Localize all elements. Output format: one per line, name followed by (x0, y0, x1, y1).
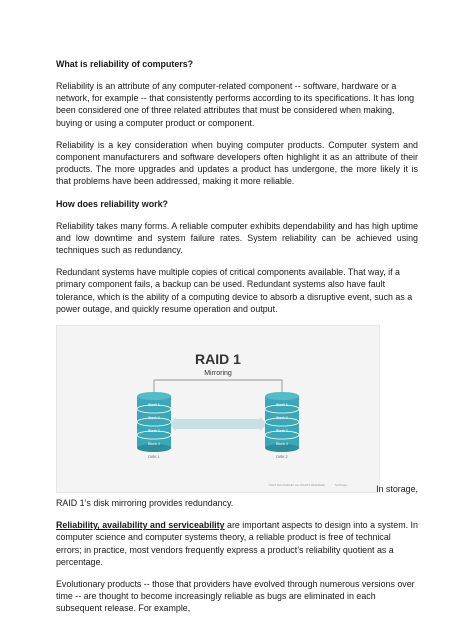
figure-credit: ©2023 TECHTARGET. ALL RIGHTS RESERVED (268, 484, 325, 488)
paragraph-text: are important aspects to design into a system. In computer science and computer systems theory, a reliable product is free of technical errors; in practice, most vendors frequently express a product’s reliability quotient as a percentage. (56, 520, 418, 567)
paragraph (56, 519, 418, 568)
disk-1-stack (137, 392, 171, 459)
disk1-block-2: Block 2 (148, 416, 160, 421)
mirror-arrow (175, 419, 261, 429)
disk1-block-4: Block 4 (148, 442, 160, 447)
disk2-block-4: Block 4 (276, 442, 288, 447)
disk1-block-1: Block 1 (148, 403, 160, 408)
heading-reliability-of-computers: What is reliability of computers? (56, 59, 194, 69)
figure-subtitle: Mirroring (204, 370, 232, 378)
connector-line (154, 380, 282, 394)
inline-text-after-figure: In storage, (376, 483, 418, 494)
figure-caption: RAID 1’s disk mirroring provides redundancy. (56, 498, 234, 509)
disk1-block-3: Block 3 (148, 429, 160, 434)
paragraph: Reliability takes many forms. A reliable computer exhibits dependability and has high uptime and low downtime and system failure rates. System reliability can be achieved using techniques such as redundancy. (56, 220, 418, 256)
heading-how-reliability-works: How does reliability work? (56, 198, 168, 209)
paragraph: Reliability is a key consideration when buying computer products. Computer system and component manufacturers and software developers often highlight it as an attribute of their products. The more upgrades and updates a product has undergone, the more likely it is that problems have been addressed, making it more reliable. (56, 139, 418, 187)
disk2-block-2: Block 2 (276, 416, 288, 421)
paragraph: Evolutionary products -- those that providers have evolved through numerous versions over time -- are thought to become increasingly reliable as bugs are eliminated in each subsequent release. For example, (56, 579, 415, 614)
paragraph: Redundant systems have multiple copies of critical components available. That way, if a primary component fails, a backup can be used. Redundant systems also have fault tolerance, which is the ability of a computing device to absorb a disruptive event, such as a power outage, and quickly resume operation and output. (56, 267, 413, 314)
disk-2-stack (265, 392, 299, 459)
disk2-block-1: Block 1 (276, 403, 288, 408)
figure-title: RAID 1 (195, 351, 241, 368)
ras-link[interactable]: Reliability, availability and serviceability (56, 520, 225, 531)
raid1-diagram (57, 326, 379, 492)
raid1-figure (56, 325, 380, 493)
paragraph: Reliability is an attribute of any computer-related component -- software, hardware or a network, for example -- that consistently performs according to its specifications. It has long been considered one of three related attributes that must be considered when making, buying or using a computer product or component. (56, 81, 415, 128)
figure-row (56, 325, 418, 493)
disk1-label: DISK 1 (148, 455, 160, 460)
disk2-label: DISK 2 (276, 455, 288, 460)
techtarget-logo: TechTarget (334, 484, 348, 488)
disk2-block-3: Block 3 (276, 429, 288, 434)
